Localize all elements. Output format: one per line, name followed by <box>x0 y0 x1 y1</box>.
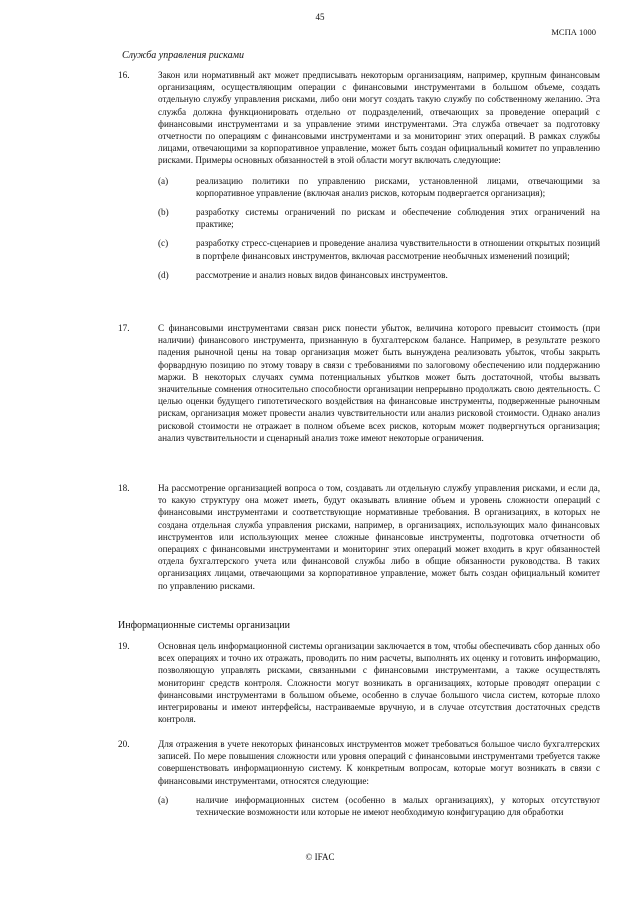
page-number: 45 <box>315 12 325 22</box>
list-item-label: (b) <box>158 207 169 218</box>
paragraph-16 <box>118 69 600 281</box>
list-item-label: (d) <box>158 269 169 280</box>
paragraph-text: С финансовыми инструментами связан риск понести убыток, величина которого превысит стоимость (при наличии) финансового инструмента, признанную в бухгалтерском балансе. Например, в результате резкого падения рыночной цены на товар организация может быть вынуждена реализовать убыток, чтобы закрыть форвардную позицию по этому товару в связи с требованиями по залоговому обеспечению или поддержанию маржи. В некоторых случаях сумма потенциальных убытков может быть достаточной, чтобы вызвать значительные сомнения относительно способности организации непрерывно продолжать свою деятельность. С целью оценки будущего гипотетического воздействия на финансовые инструменты, подверженные рыночным рискам, организация может провести анализ чувствительности или анализ рисковой стоимости. Однако анализ рисковой стоимости не отражает в полном объеме всех рисков, которым может подвергнуться организация; анализ чувствительности и сценарный анализ тоже имеют некоторые ограничения. <box>158 323 600 443</box>
paragraph-text: Основная цель информационной системы организации заключается в том, чтобы обеспечивать сбор данных обо всех операциях и точно их отражать, проводить по ним расчеты, выполнять их оценку и готовить информацию, позволяющую управлять рисками, связанными с финансовыми инструментами, а также осуществлять мониторинг средств контроля. Сложности могут возникать в организациях, которые проводят операции с финансовыми инструментами в большом объеме, особенно в случае большого числа систем, которые плохо интегрированы и имеют интерфейсы, настраиваемые вручную, и в случае отсутствия достаточных средств контроля. <box>158 641 600 725</box>
list-item-text: наличие информационных систем (особенно в малых организациях), у которых отсутствуют технические возможности или которые не имеют необходимую конфигурацию для обработки <box>196 794 600 818</box>
list-item-text: рассмотрение и анализ новых видов финансовых инструментов. <box>196 269 448 280</box>
list-item-text: разработку системы ограничений по рискам и обеспечение соблюдения этих ограничений на практике; <box>196 207 600 230</box>
list-item-label: (c) <box>158 238 169 249</box>
paragraph-number: 20. <box>118 739 130 749</box>
footer-copyright: © IFAC <box>305 852 335 862</box>
paragraph-number: 16. <box>118 70 130 80</box>
paragraph-18 <box>118 482 600 592</box>
list-item-text: разработку стресс-сценариев и проведение анализа чувствительности в отношении открытых позиций в портфеле финансовых инструментов, включая рассмотрение необычных изменений позиций; <box>196 238 600 261</box>
paragraph-text: Для отражения в учете некоторых финансовых инструментов может требоваться большое число бухгалтерских записей. По мере повышения сложности или уровня операций с финансовыми инструментами требуется также совершенствовать информационную систему. К конкретным вопросам, которые могут возникать в связи с финансовыми инструментами, относятся следующие: <box>158 739 600 786</box>
paragraph-17 <box>118 322 600 444</box>
list-item-label: (a) <box>158 794 169 805</box>
list-item-a <box>158 175 600 199</box>
section-heading-information-systems: Информационные системы организации <box>118 620 290 631</box>
paragraph-number: 19. <box>118 641 130 651</box>
document-code: МСПА 1000 <box>551 27 596 37</box>
section-heading-risk-management: Служба управления рисками <box>122 50 244 61</box>
paragraph-text: Закон или нормативный акт может предписывать некоторым организациям, например, крупным финансовым организациям, осуществляющим операции с финансовыми инструментами в большом объеме, создать отдельную службу управления рисками, либо они могут создать такую службу по собственному желанию. Эта служба должна функционировать отдельно от подразделений, отвечающих за проведение операций с финансовыми инструментами и за управление этими инструментами. Эта служба отвечает за подготовку отчетности по операциям с финансовыми инструментами и за мониторинг этих операций. В рамках службы лицами, отвечающими за корпоративное управление, может быть создан официальный комитет по управлению рисками. Примеры основных обязанностей в этой области могут включать следующие: <box>158 70 600 166</box>
paragraph-19 <box>118 640 600 725</box>
list-item-b <box>158 206 600 230</box>
paragraph-number: 17. <box>118 323 130 333</box>
list-item-text: реализацию политики по управлению рисками, установленной лицами, отвечающими за корпоративное управление (включая анализ рисков, которым подвергается организация); <box>196 175 600 198</box>
paragraph-20 <box>118 738 600 818</box>
paragraph-text: На рассмотрение организацией вопроса о том, создавать ли отдельную службу управления рисками, и если да, то какую структуру она может иметь, будут оказывать влияние объем и уровень сложности операций с финансовыми инструментами и соответствующие нормативные требования. В организациях, в которых не создана отдельная служба управления рисками, например, в организациях, использующих мало финансовых инструментов или использующих менее сложные финансовые инструменты, подготовка отчетности об операциях с финансовыми инструментами и мониторинг этих операций может входить в круг обязанностей отдела бухгалтерского учета или финансовой службы либо в общие обязанности руководства. В таких организациях лицами, отвечающими за корпоративное управление, может быть создан официальный комитет по управлению рисками. <box>158 483 600 591</box>
list-item-a <box>158 794 600 818</box>
paragraph-number: 18. <box>118 483 130 493</box>
list-item-d <box>158 269 600 281</box>
list-item-label: (a) <box>158 175 169 186</box>
list-item-c <box>158 237 600 261</box>
